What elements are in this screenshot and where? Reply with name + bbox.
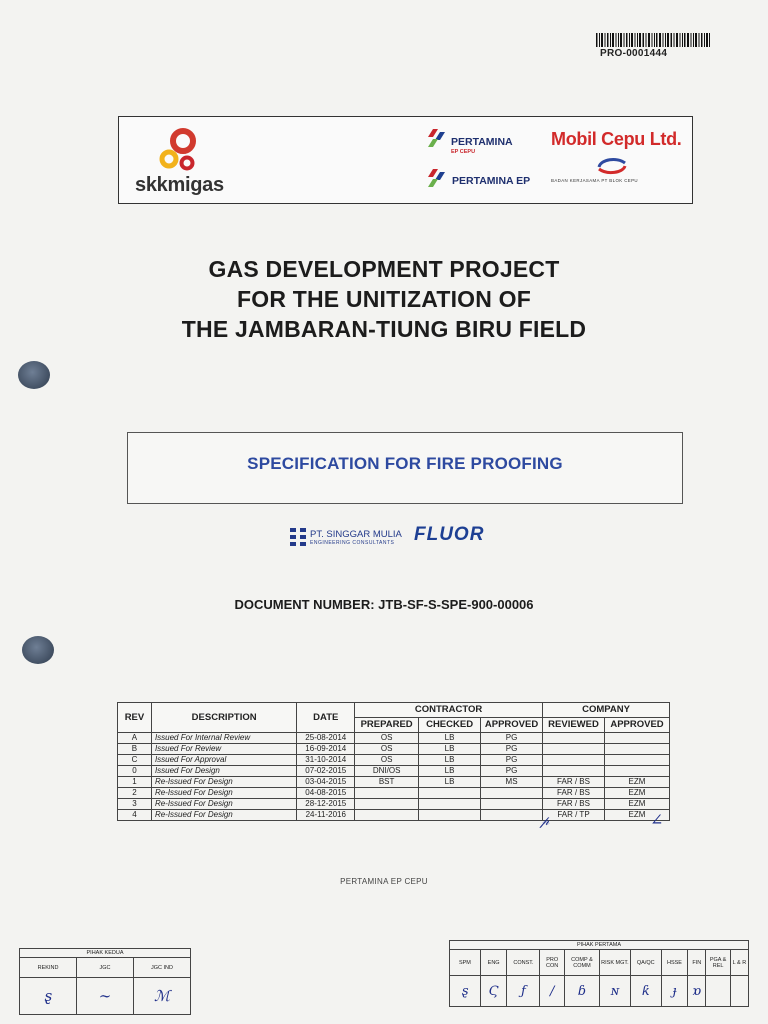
cell-company-approved [604, 733, 669, 744]
cell-company-approved [604, 755, 669, 766]
cell-checked: LB [419, 744, 481, 755]
cell-checked: LB [419, 777, 481, 788]
pihak-pertama-col: QA/QC [630, 950, 661, 976]
document-number: DOCUMENT NUMBER: JTB-SF-S-SPE-900-00006 [234, 597, 534, 612]
cell-prepared [355, 788, 419, 799]
table-row [118, 733, 670, 744]
pihak-kedua-col: REKIND [20, 958, 77, 978]
cell-description: Re-Issued For Design [151, 799, 296, 810]
signature-box [480, 976, 507, 1007]
cell-reviewed [543, 733, 605, 744]
cell-description: Re-Issued For Design [151, 810, 296, 821]
cell-checked: LB [419, 766, 481, 777]
cell-checked [419, 799, 481, 810]
cell-date: 28-12-2015 [297, 799, 355, 810]
cell-reviewed [543, 766, 605, 777]
cell-description: Issued For Review [151, 744, 296, 755]
header-prepared: PREPARED [355, 718, 419, 733]
cell-prepared: OS [355, 755, 419, 766]
pihak-pertama-title: PIHAK PERTAMA [450, 941, 749, 950]
pihak-kedua-col: JGC [77, 958, 134, 978]
cell-rev: A [118, 733, 152, 744]
cell-company-approved [604, 744, 669, 755]
signature-box: ℳ [133, 978, 190, 1015]
cell-approved [481, 799, 543, 810]
cell-checked: LB [419, 733, 481, 744]
punch-hole [18, 361, 50, 389]
table-row [118, 766, 670, 777]
cell-rev: 2 [118, 788, 152, 799]
cell-checked [419, 788, 481, 799]
header-checked: CHECKED [419, 718, 481, 733]
cell-reviewed: FAR / BS [543, 799, 605, 810]
revision-table [117, 702, 670, 821]
pihak-pertama-col: SPM [450, 950, 481, 976]
handwritten-signature: ƒ [521, 983, 526, 999]
pihak-pertama-col: RISK MGT. [600, 950, 631, 976]
header-rev: REV [118, 703, 152, 733]
cell-approved: MS [481, 777, 543, 788]
cell-rev: 3 [118, 799, 152, 810]
signature-box [661, 976, 688, 1007]
cell-approved [481, 788, 543, 799]
signature-box [730, 976, 748, 1007]
cell-company-approved: EZM [604, 788, 669, 799]
table-row [118, 744, 670, 755]
cell-prepared: DNI/OS [355, 766, 419, 777]
cell-description: Re-Issued For Design [151, 777, 296, 788]
handwritten-signature: Ϛ [488, 983, 499, 999]
cell-company-approved: EZM [604, 810, 669, 821]
signature-box [540, 976, 564, 1007]
document-control-number: PRO-0001444 [600, 48, 668, 59]
cell-prepared: BST [355, 777, 419, 788]
singgar-mulia-name: PT. SINGGAR MULIA [310, 529, 402, 540]
pihak-pertama-columns [450, 950, 749, 976]
cell-approved: PG [481, 755, 543, 766]
cell-prepared: OS [355, 744, 419, 755]
barcode-image [596, 33, 710, 47]
handwritten-signature: ɒ [692, 983, 702, 999]
cell-date: 25-08-2014 [297, 733, 355, 744]
pihak-pertama-col: L & R [730, 950, 748, 976]
skkmigas-wordmark: skkmigas [135, 174, 224, 196]
pihak-kedua-title: PIHAK KEDUA [20, 949, 191, 958]
pertamina-ep-logo-icon [427, 168, 449, 188]
cell-prepared [355, 799, 419, 810]
cell-description: Re-Issued For Design [151, 788, 296, 799]
pihak-pertama-col: COMP & COMM [564, 950, 599, 976]
logo-band [118, 116, 693, 204]
cell-prepared: OS [355, 733, 419, 744]
cell-date: 16-09-2014 [297, 744, 355, 755]
handwritten-signature: ƙ [641, 983, 650, 999]
cell-company-approved [604, 766, 669, 777]
singgar-mulia-logo-icon [290, 528, 306, 546]
cell-description: Issued For Design [151, 766, 296, 777]
header-description: DESCRIPTION [151, 703, 296, 733]
punch-hole [22, 636, 54, 664]
cell-rev: B [118, 744, 152, 755]
handwritten-signature: ɓ [577, 983, 587, 999]
specification-title: SPECIFICATION FOR FIRE PROOFING [247, 454, 563, 473]
footer-company: PERTAMINA EP CEPU [340, 877, 428, 886]
cell-approved: PG [481, 733, 543, 744]
cell-date: 31-10-2014 [297, 755, 355, 766]
pihak-pertama-col: PGA & REL [706, 950, 730, 976]
pihak-kedua-table [19, 948, 191, 1015]
cell-reviewed [543, 755, 605, 766]
cell-date: 07-02-2015 [297, 766, 355, 777]
handwritten-signature: ɟ [672, 983, 677, 999]
handwritten-initials: 𝓅 [540, 814, 550, 829]
specification-title-box [127, 432, 683, 504]
pihak-pertama-table [449, 940, 749, 1007]
cell-date: 24-11-2016 [297, 810, 355, 821]
pihak-pertama-signatures [450, 976, 749, 1007]
pihak-pertama-col: PRO CON [540, 950, 564, 976]
project-title-line-1: GAS DEVELOPMENT PROJECT [208, 256, 560, 282]
cell-reviewed: FAR / BS [543, 777, 605, 788]
signature-box [630, 976, 661, 1007]
pihak-kedua-col: JGC IND [133, 958, 190, 978]
revision-table-body [118, 733, 670, 821]
header-date: DATE [297, 703, 355, 733]
cell-description: Issued For Approval [151, 755, 296, 766]
project-title-line-3: THE JAMBARAN-TIUNG BIRU FIELD [181, 316, 587, 342]
cell-approved: PG [481, 744, 543, 755]
signature-box [450, 976, 481, 1007]
handwritten-initials: ∠ [650, 810, 664, 829]
pertamina-logo-icon [427, 128, 449, 148]
table-row [118, 777, 670, 788]
signature-box [706, 976, 730, 1007]
cell-date: 03-04-2015 [297, 777, 355, 788]
pertamina-ep-name: PERTAMINA EP [452, 175, 531, 187]
pihak-pertama-col: ENG [480, 950, 507, 976]
pihak-pertama-col: HSSE [661, 950, 688, 976]
cell-rev: 1 [118, 777, 152, 788]
table-row [118, 755, 670, 766]
cell-approved [481, 810, 543, 821]
cell-checked: LB [419, 755, 481, 766]
skkmigas-logo-icon [157, 125, 205, 175]
mobil-cepu-wordmark: Mobil Cepu Ltd. [551, 129, 682, 149]
signature-box [688, 976, 706, 1007]
handwritten-signature: ɴ [610, 983, 620, 999]
pertamina-ep-cepu-name: PERTAMINA [451, 136, 513, 148]
header-company: COMPANY [543, 703, 670, 718]
table-row [118, 788, 670, 799]
handwritten-signature: ∕ [549, 983, 555, 999]
pertamina-ep-cepu-sub: EP CEPU [451, 149, 476, 155]
cell-reviewed [543, 744, 605, 755]
cell-description: Issued For Internal Review [151, 733, 296, 744]
cell-rev: C [118, 755, 152, 766]
signature-box [564, 976, 599, 1007]
project-title-line-2: FOR THE UNITIZATION OF [236, 286, 531, 312]
pihak-pertama-col: FIN [688, 950, 706, 976]
fluor-wordmark: FLUOR [414, 524, 485, 545]
cell-company-approved: EZM [604, 777, 669, 788]
mobil-cepu-swirl-icon [595, 157, 629, 175]
cell-approved: PG [481, 766, 543, 777]
cell-date: 04-08-2015 [297, 788, 355, 799]
cell-checked [419, 810, 481, 821]
header-approved: APPROVED [481, 718, 543, 733]
table-row [118, 799, 670, 810]
pihak-pertama-col: CONST. [507, 950, 540, 976]
cell-reviewed: FAR / BS [543, 788, 605, 799]
signature-box [600, 976, 631, 1007]
cell-prepared [355, 810, 419, 821]
badan-kerjasama-text: BADAN KERJASAMA PT BLOK CEPU [551, 178, 639, 183]
singgar-mulia-sub: ENGINEERING CONSULTANTS [310, 540, 395, 546]
cell-rev: 0 [118, 766, 152, 777]
signature-box [507, 976, 540, 1007]
cell-reviewed: FAR / TP [543, 810, 605, 821]
header-reviewed: REVIEWED [543, 718, 605, 733]
cell-rev: 4 [118, 810, 152, 821]
table-row [118, 810, 670, 821]
signature-box: ∼ [77, 978, 134, 1015]
header-contractor: CONTRACTOR [355, 703, 543, 718]
cell-company-approved: EZM [604, 799, 669, 810]
handwritten-signature: ȿ [461, 983, 469, 999]
header-company-approved: APPROVED [604, 718, 669, 733]
signature-box: ȿ [20, 978, 77, 1015]
